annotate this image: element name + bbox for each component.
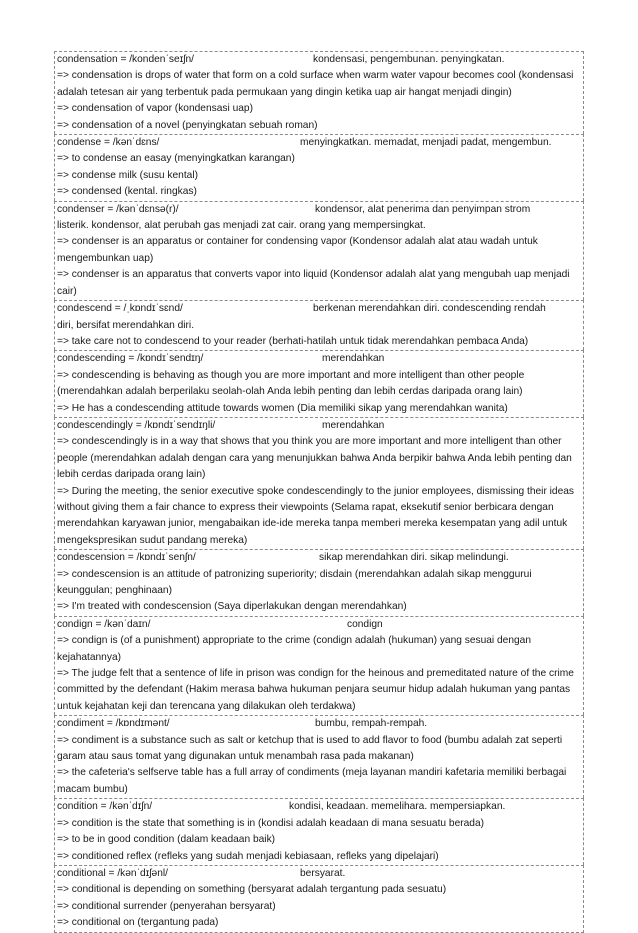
example-line: => condiment is a substance such as salt or ketchup that is used to add flavor to food (bumbu adalah zat seperti garam atau saus tomat yang digunakan untuk menambah rasa pada makanan) — [57, 734, 563, 763]
dictionary-page — [54, 51, 584, 933]
example-line: => condensed (kental. ringkas) — [57, 186, 197, 198]
head-word: condign = /kənˈdaɪn/ — [57, 618, 151, 630]
example-line: => condescension is an attitude of patronizing superiority; disdain (merendahkan adalah sikap menggurui keunggulan; penghinaan) — [57, 568, 532, 596]
example-line: => to condense an easay (menyingkatkan karangan) — [57, 153, 295, 165]
translation: kondensor, alat penerima dan penyimpan strom — [315, 203, 531, 215]
entry-condensation — [54, 51, 584, 134]
translation: merendahkan — [322, 419, 385, 431]
entry-condign — [54, 616, 584, 715]
example-line: => condescending is behaving as though you are more important and more intelligent than other people (merendahkan adalah berperilaku seolah-olah Anda lebih penting dan lebih cerdas daripada orang lain) — [57, 369, 525, 398]
example-line: => to be in good condition (dalam keadaan baik) — [57, 834, 276, 846]
translation: bumbu, rempah-rempah. — [315, 718, 428, 730]
translation: merendahkan — [322, 353, 385, 365]
translation: condign — [347, 618, 383, 630]
entry-conditional — [54, 865, 584, 933]
example-line: => The judge felt that a sentence of life in prison was condign for the heinous and premeditated nature of the crime committed by the defendant (Hakim merasa bahwa hukuman penjara seumur hidup adalah hukuman yang pantas untuk kejahatan keji dan terencana yang dilakukan oleh terdakwa) — [57, 668, 574, 712]
entry-condition — [54, 798, 584, 865]
head-word: conditional = /kənˈdɪʃənl/ — [57, 867, 168, 879]
head-word: condense = /kənˈdɛns/ — [57, 137, 160, 149]
head-word: condescending = /kɒndɪˈsendɪŋ/ — [57, 353, 204, 365]
translation-continued: listerik. kondensor, alat perubah gas menjadi zat cair. orang yang mempersingkat. — [57, 220, 426, 232]
entry-condescend — [54, 300, 584, 350]
example-line: => condign is (of a punishment) appropriate to the crime (condign adalah (hukuman) yang sesuai dengan kejahatannya) — [57, 635, 532, 663]
example-line: => condenser is an apparatus that converts vapor into liquid (Kondensor adalah alat yang mengubah uap menjadi cair) — [57, 269, 570, 297]
head-word: condition = /kənˈdɪʃn/ — [57, 801, 153, 813]
entry-condescendingly — [54, 417, 584, 549]
entry-condiment — [54, 715, 584, 798]
example-line: => conditional on (tergantung pada) — [57, 917, 219, 929]
example-line: => conditioned reflex (refleks yang sudah menjadi kebiasaan, refleks yang dipelajari) — [57, 850, 439, 862]
example-line: => condense milk (susu kental) — [57, 169, 198, 181]
example-line: => take care not to condescend to your reader (berhati-hatilah untuk tidak merendahkan pembaca Anda) — [57, 335, 529, 347]
head-word: condescendingly = /kɒndɪˈsendɪŋli/ — [57, 419, 216, 431]
example-line: => the cafeteria's selfserve table has a full array of condiments (meja layanan mandiri kafetaria memiliki berbagai macam bumbu) — [57, 767, 567, 795]
translation: berkenan merendahkan diri. condescending rendah — [313, 303, 546, 315]
example-line: => condition is the state that something is in (kondisi adalah keadaan di mana sesuatu berada) — [57, 817, 485, 829]
translation-continued: diri, bersifat merendahkan diri. — [57, 319, 195, 331]
example-line: => conditional is depending on something (bersyarat adalah tergantung pada sesuatu) — [57, 884, 447, 896]
head-word: condescend = /ˌkɒndɪˈsɛnd/ — [57, 303, 183, 315]
entry-condenser — [54, 201, 584, 300]
example-line: => condescendingly is in a way that shows that you think you are more important and more intelligent than other people (merendahkan adalah dengan cara yang menunjukkan bahwa Anda berpikir bahwa Anda lebih penting dan lebih cerdas daripada orang lain) — [57, 436, 572, 481]
example-line: => condenser is an apparatus or container for condensing vapor (Kondensor adalah alat atau wadah untuk mengembunkan uap) — [57, 236, 538, 264]
example-line: => condensation of vapor (kondensasi uap) — [57, 103, 253, 115]
translation: kondensasi, pengembunan. penyingkatan. — [313, 54, 505, 65]
example-line: => I'm treated with condescension (Saya diperlakukan dengan merendahkan) — [57, 601, 407, 613]
translation: menyingkatkan. memadat, menjadi padat, mengembun. — [300, 137, 552, 149]
translation: sikap merendahkan diri. sikap melindungi. — [319, 552, 509, 564]
translation: kondisi, keadaan. memelihara. mempersiapkan. — [289, 801, 506, 813]
example-line: => During the meeting, the senior executive spoke condescendingly to the junior employees, dismissing their ideas without giving them a fair chance to express their viewpoints (Selama rapat, eksekutif senior berbicara dengan merendahkan karyawan junior, mengabaikan ide-ide mereka tanpa memberi mereka kesempatan yang adil untuk mengekspresikan sudut pandang mereka) — [57, 485, 575, 546]
entry-condescending — [54, 350, 584, 417]
head-word: condenser = /kənˈdɛnsə(r)/ — [57, 203, 179, 215]
head-word: condiment = /kɒndɪmənt/ — [57, 718, 170, 730]
head-word: condensation = /kondenˈseɪʃn/ — [57, 54, 195, 65]
example-line: => condensation of a novel (penyingkatan sebuah roman) — [57, 119, 318, 131]
example-line: => conditional surrender (penyerahan bersyarat) — [57, 900, 276, 912]
entry-condense — [54, 134, 584, 201]
example-line: => He has a condescending attitude towards women (Dia memiliki sikap yang merendahkan wanita) — [57, 402, 508, 414]
translation: bersyarat. — [300, 867, 346, 879]
head-word: condescension = /kɒndɪˈsenʃn/ — [57, 552, 196, 564]
example-line: => condensation is drops of water that form on a cold surface when warm water vapour becomes cool (kondensasi adalah tetesan air yang terbentuk pada permukaan yang dingin ketika uap air hangat menjadi dingin) — [57, 70, 574, 98]
entry-condescension — [54, 549, 584, 616]
